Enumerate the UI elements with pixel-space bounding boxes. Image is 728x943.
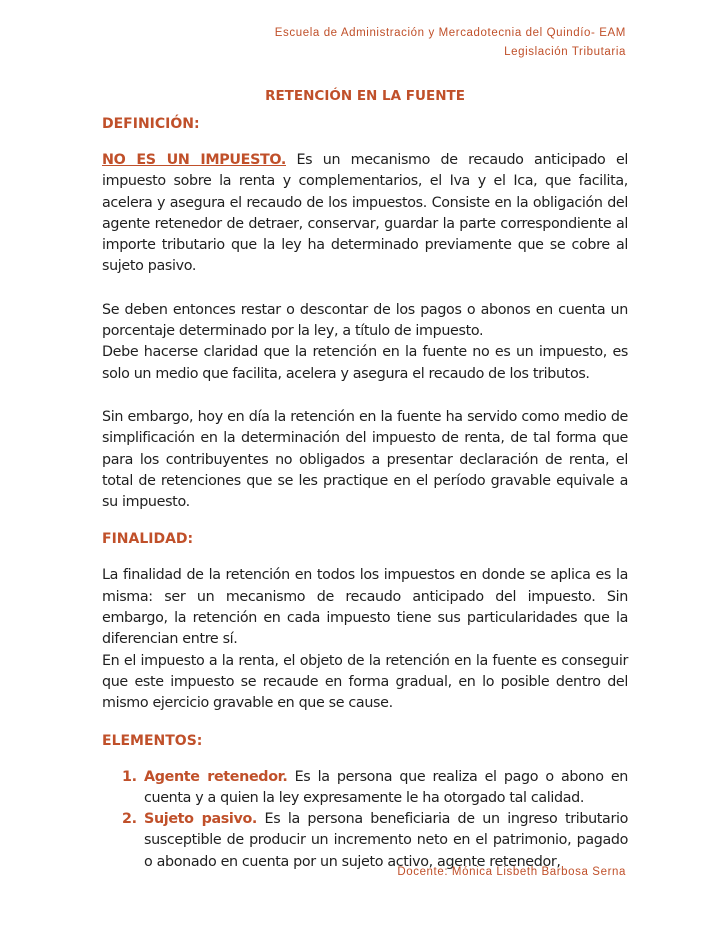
list-item-text: Es la persona beneficiaria de un ingreso tributario susceptible de producir un incremento neto en el patrimonio, pagado o abonado en cuenta por un sujeto activo, agente retenedor,	[144, 811, 629, 870]
spacer	[102, 715, 628, 731]
spacer	[102, 278, 628, 300]
elementos-list	[102, 767, 628, 873]
finalidad-paragraph-1: La finalidad de la retención en todos los impuestos en donde se aplica es la misma: ser un mecanismo de recaudo anticipado del impuesto. Sin embargo, la retención en cada impuesto tiene sus particularidades que la diferencian entre sí.	[102, 567, 628, 648]
definicion-paragraph-2: Se deben entonces restar o descontar de los pagos o abonos en cuenta un porcentaje determinado por la ley, a título de impuesto.	[102, 301, 628, 340]
definicion-lead: NO ES UN IMPUESTO.	[102, 152, 286, 168]
definicion-paragraph-4: Sin embargo, hoy en día la retención en la fuente ha servido como medio de simplificación en la determinación del impuesto de renta, de tal forma que para los contribuyentes no obligados a presentar declaración de renta, el total de retenciones que se les practique en el período gravable equivale a su impuesto.	[102, 408, 628, 511]
spacer	[102, 385, 628, 407]
list-item-term: Sujeto pasivo.	[144, 811, 258, 828]
header-course: Legislación Tributaria	[504, 46, 626, 58]
list-item-number: 2.	[122, 811, 137, 828]
list-item-text: Es la persona que realiza el pago o abono en cuenta y a quien la ley expresamente le ha otorgado tal calidad.	[144, 768, 628, 806]
list-item-number: 1.	[122, 768, 137, 785]
document-title: RETENCIÓN EN LA FUENTE	[265, 88, 465, 104]
list-item-term: Agente retenedor.	[144, 768, 288, 785]
section-heading-definicion: DEFINICIÓN:	[102, 116, 200, 132]
document-body	[102, 86, 628, 873]
page-header	[275, 24, 626, 62]
page-footer: Docente: Mónica Lisbeth Barbosa Serna	[397, 866, 626, 878]
definicion-text: Es un mecanismo de recaudo anticipado el impuesto sobre la renta y complementarios, el Iva y el Ica, que facilita, acelera y asegura el recaudo de los impuestos. Consiste en la obligación del agente retenedor de detraer, conservar, guardar la parte correspondiente al importe tributario que la ley ha determinado previamente que se cobre al sujeto pasivo.	[102, 152, 629, 275]
finalidad-paragraph-2: En el impuesto a la renta, el objeto de la retención en la fuente es conseguir que este impuesto se recaude en forma gradual, en lo posible dentro del mismo ejercicio gravable en que se cause.	[102, 652, 628, 712]
spacer	[102, 513, 628, 529]
definicion-paragraph-3: Debe hacerse claridad que la retención en la fuente no es un impuesto, es solo un medio que facilita, acelera y asegura el recaudo de los tributos.	[102, 344, 628, 382]
list-item	[122, 767, 628, 810]
header-institution: Escuela de Administración y Mercadotecnia del Quindío- EAM	[274, 27, 626, 39]
section-heading-elementos: ELEMENTOS:	[102, 732, 203, 749]
definicion-paragraph-1	[102, 150, 628, 278]
section-heading-finalidad: FINALIDAD:	[102, 531, 194, 548]
list-item	[122, 809, 629, 873]
